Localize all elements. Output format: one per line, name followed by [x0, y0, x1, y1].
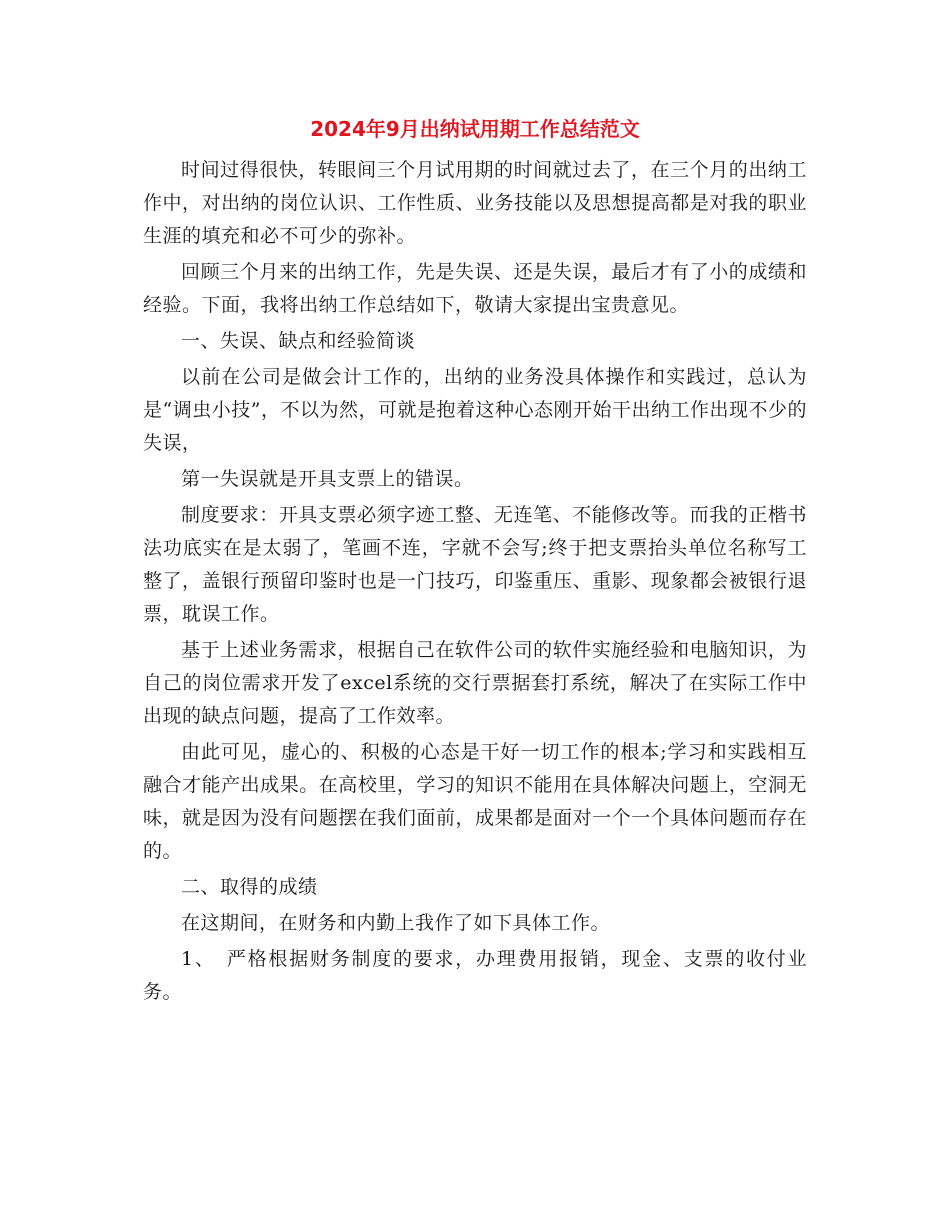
section-heading-mistakes: 一、失误、缺点和经验简谈	[181, 330, 416, 352]
paragraph-excel-system: 基于上述业务需求，根据自己在软件公司的软件实施经验和电脑知识，为自己的岗位需求开发了excel系统的交行票据套打系统，解决了在实际工作中出现的缺点问题，提高了工作效率。	[143, 639, 807, 727]
paragraph-past-work: 以前在公司是做会计工作的，出纳的业务没具体操作和实践过，总认为是“调虫小技”，不以为然，可就是抱着这种心态刚开始干出纳工作出现不少的失误，	[143, 366, 807, 454]
paragraph-review: 回顾三个月来的出纳工作，先是失误、还是失误，最后才有了小的成绩和经验。下面，我将出纳工作总结如下，敬请大家提出宝贵意见。	[143, 261, 807, 316]
list-item-1: 1、 严格根据财务制度的要求，办理费用报销，现金、支票的收付业务。	[143, 948, 807, 1003]
paragraph-first-mistake: 第一失误就是开具支票上的错误。	[181, 468, 474, 490]
paragraph-intro: 时间过得很快，转眼间三个月试用期的时间就过去了，在三个月的出纳工作中，对出纳的岗位认识、工作性质、业务技能以及思想提高都是对我的职业生涯的填充和必不可少的弥补。	[143, 159, 807, 247]
paragraph-conclusion: 由此可见，虚心的、积极的心态是干好一切工作的根本;学习和实践相互融合才能产出成果。在高校里，学习的知识不能用在具体解决问题上，空洞无味，就是因为没有问题摆在我们面前，成果都是面对一个一个具体问题而存在的。	[143, 741, 807, 862]
paragraph-work-intro: 在这期间，在财务和内勤上我作了如下具体工作。	[181, 912, 611, 934]
document-title: 2024年9月出纳试用期工作总结范文	[310, 117, 640, 141]
document-page	[143, 112, 807, 1012]
paragraph-rules: 制度要求：开具支票必须字迹工整、无连笔、不能修改等。而我的正楷书法功底实在是太弱了，笔画不连，字就不会写;终于把支票抬头单位名称写工整了，盖银行预留印鉴时也是一门技巧，印鉴重压、重影、现象都会被银行退票，耽误工作。	[143, 504, 807, 625]
section-heading-achievements: 二、取得的成绩	[181, 876, 318, 898]
